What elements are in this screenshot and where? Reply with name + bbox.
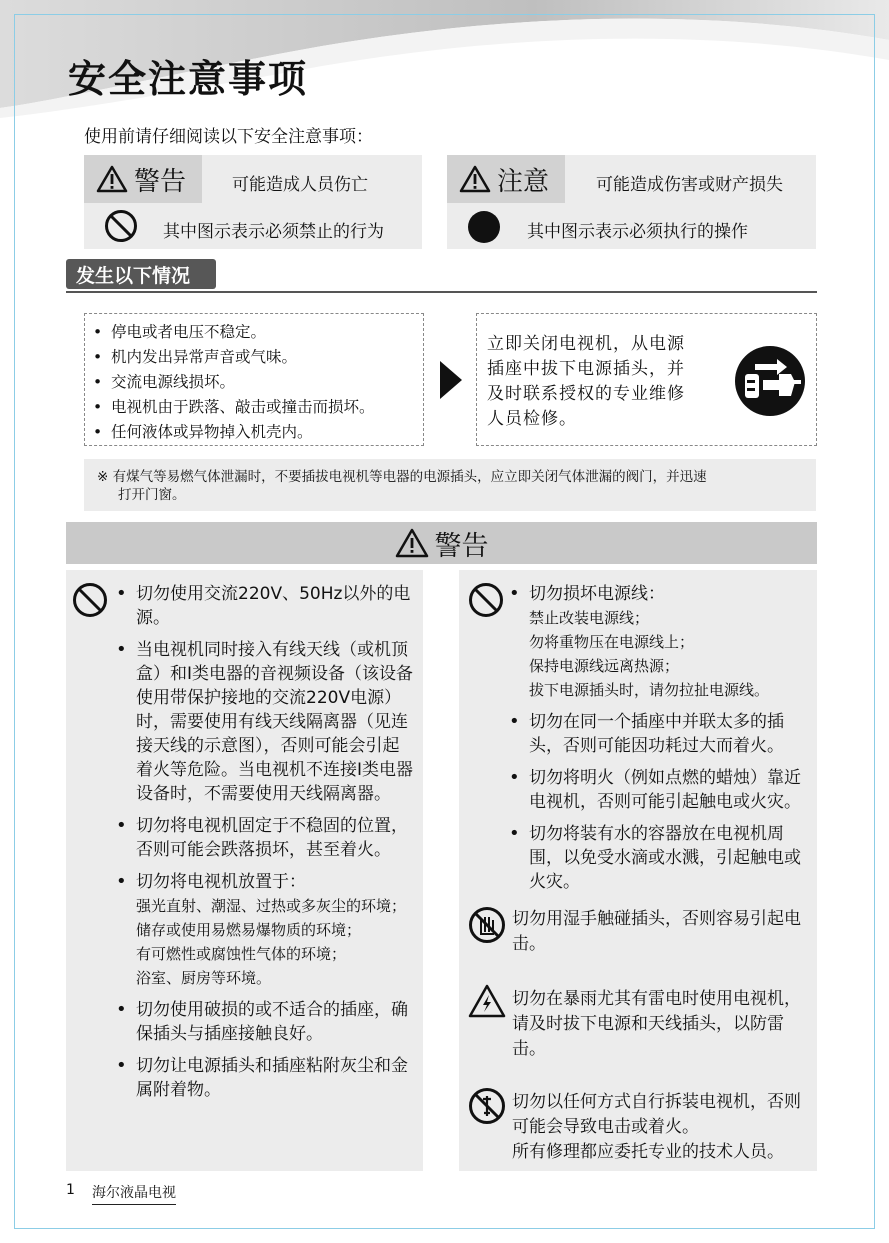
page-number: 1 bbox=[66, 1182, 75, 1198]
legend-mandatory-desc: 其中图示表示必须执行的操作 bbox=[527, 222, 748, 242]
list-item: • 切勿将电视机固定于不稳固的位置，否则可能会跌落损坏，甚至着火。 bbox=[114, 814, 414, 862]
prohibition-icon bbox=[72, 582, 108, 618]
lightning-warning-icon bbox=[468, 984, 506, 1018]
conditions-list bbox=[85, 320, 423, 445]
warning-right-list bbox=[507, 582, 807, 902]
list-item: • 当电视机同时接入有线天线（或机顶盒）和I类电器的音视频设备（该设备使用带保护接地的交流220V电源）时，需要使用有线天线隔离器（见连接天线的示意图），否则可能会引起着火等危险。当电视机不连接I类电器设备时，不需要使用天线隔离器。 bbox=[114, 638, 414, 806]
list-item: • 切勿将电视机放置于： 强光直射、潮湿、过热或多灰尘的环境； 储存或使用易燃易爆物质的环境； 有可燃性或腐蚀性气体的环境； 浴室、厨房等环境。 bbox=[114, 870, 414, 990]
list-item: • 切勿在同一个插座中并联太多的插头，否则可能因功耗过大而着火。 bbox=[507, 710, 807, 758]
list-item: • 交流电源线损坏。 bbox=[85, 370, 423, 395]
gas-leak-note: ※ 有煤气等易燃气体泄漏时，不要插拔电视机等电器的电源插头，应立即关闭气体泄漏的阀门，并迅速 打开门窗。 bbox=[84, 459, 816, 511]
list-item: • 切勿使用破损的或不适合的插座，确保插头与插座接触良好。 bbox=[114, 998, 414, 1046]
section-divider bbox=[66, 291, 817, 293]
mandatory-dot-icon bbox=[467, 210, 501, 244]
page-title: 安全注意事项 bbox=[68, 57, 309, 101]
warning-section-label: 警告 bbox=[434, 530, 489, 562]
list-item: • 机内发出异常声音或气味。 bbox=[85, 345, 423, 370]
footer-product-name: 海尔液晶电视 bbox=[92, 1182, 176, 1205]
warning-left-list bbox=[114, 582, 414, 1110]
legend-caution-label: 注意 bbox=[497, 166, 550, 197]
intro-text: 使用前请仔细阅读以下安全注意事项： bbox=[84, 127, 373, 147]
thunder-warning: 切勿在暴雨尤其有雷电时使用电视机，请及时拔下电源和天线插头，以防雷击。 bbox=[512, 989, 801, 1059]
list-item: • 切勿损坏电源线： 禁止改装电源线； 勿将重物压在电源线上； 保持电源线远离热源； 拔下电源插头时，请勿拉扯电源线。 bbox=[507, 582, 807, 702]
arrow-right-icon bbox=[440, 361, 462, 399]
wet-hand-warning: 切勿用湿手触碰插头，否则容易引起电击。 bbox=[512, 909, 801, 954]
legend-prohibition-desc: 其中图示表示必须禁止的行为 bbox=[163, 222, 384, 242]
prohibition-icon bbox=[104, 209, 138, 243]
prohibition-icon bbox=[468, 582, 504, 618]
legend-caution-desc: 可能造成伤害或财产损失 bbox=[596, 175, 783, 195]
warning-section-bar bbox=[66, 522, 817, 564]
warning-triangle-icon bbox=[96, 165, 128, 193]
conditions-box bbox=[84, 313, 424, 446]
no-wet-hands-icon bbox=[468, 906, 506, 944]
unplug-icon bbox=[733, 344, 807, 418]
list-item: • 切勿使用交流220V、50Hz以外的电源。 bbox=[114, 582, 414, 630]
section-heading-conditions: 发生以下情况 bbox=[66, 259, 216, 289]
no-disassembly-icon bbox=[468, 1087, 506, 1125]
list-item: • 切勿让电源插头和插座粘附灰尘和金属附着物。 bbox=[114, 1054, 414, 1102]
disassemble-warning: 切勿以任何方式自行拆装电视机，否则可能会导致电击或着火。 所有修理都应委托专业的技术人员。 bbox=[512, 1092, 801, 1162]
list-item: • 停电或者电压不稳定。 bbox=[85, 320, 423, 345]
list-item: • 切勿将明火（例如点燃的蜡烛）靠近电视机，否则可能引起触电或火灾。 bbox=[507, 766, 807, 814]
legend-caution-header bbox=[447, 155, 565, 203]
warning-triangle-icon bbox=[395, 528, 429, 558]
legend-warning-header bbox=[84, 155, 202, 203]
legend-warning-desc: 可能造成人员伤亡 bbox=[232, 175, 368, 195]
list-item: • 任何液体或异物掉入机壳内。 bbox=[85, 420, 423, 445]
list-item: • 电视机由于跌落、敲击或撞击而损坏。 bbox=[85, 395, 423, 420]
legend-warning-label: 警告 bbox=[134, 166, 187, 197]
caution-triangle-icon bbox=[459, 165, 491, 193]
action-text: 立即关闭电视机，从电源 插座中拔下电源插头，并 及时联系授权的专业维修 人员检修。 bbox=[487, 334, 685, 429]
list-item: • 切勿将装有水的容器放在电视机周围，以免受水滴或水溅，引起触电或火灾。 bbox=[507, 822, 807, 894]
